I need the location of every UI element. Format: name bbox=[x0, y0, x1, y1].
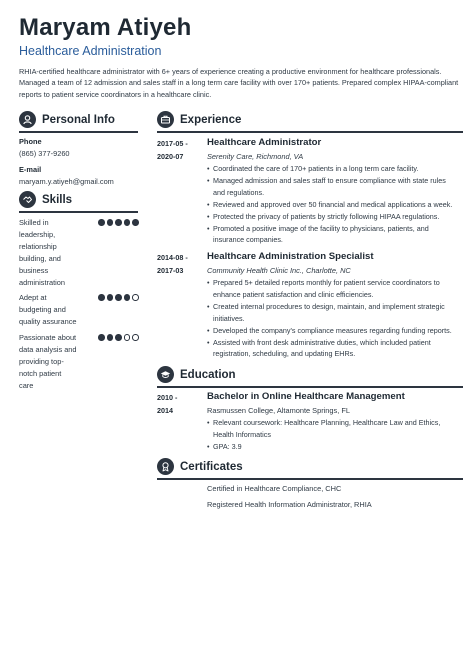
job-2-title: Healthcare Administration Specialist bbox=[207, 251, 374, 262]
education-date-start: 2010 - bbox=[157, 393, 178, 402]
rating-dot-filled bbox=[115, 294, 122, 301]
skill-1-label bbox=[19, 217, 87, 289]
email-label: E-mail bbox=[19, 165, 42, 174]
skill-3-rating bbox=[98, 334, 139, 341]
skill-label-line: notch patient bbox=[19, 369, 62, 378]
education-date-end: 2014 bbox=[157, 405, 173, 415]
job-2-date-end: 2017-03 bbox=[157, 265, 184, 275]
list-item-continued: insurance companies. bbox=[213, 235, 283, 245]
rating-dot-filled bbox=[115, 334, 122, 341]
rating-dot-filled bbox=[98, 219, 105, 226]
list-item-continued: initiatives. bbox=[213, 313, 245, 323]
briefcase-icon bbox=[157, 111, 174, 128]
certificates-heading bbox=[157, 458, 243, 475]
skill-label-line: building, and bbox=[19, 254, 61, 263]
list-item-continued: registration, scheduling, and updating EHRs. bbox=[213, 349, 356, 359]
list-item: • Managed admission and sales staff to ensure compliance with state rules bbox=[207, 175, 465, 187]
list-item: • Prepared 5+ detailed reports monthly for patient service coordinators to bbox=[207, 277, 465, 289]
person-icon bbox=[19, 111, 36, 128]
rating-dot-filled bbox=[124, 219, 131, 226]
list-item-continued: Health Informatics bbox=[213, 429, 271, 439]
skill-label-line: budgeting and bbox=[19, 305, 66, 314]
rating-dot-filled bbox=[107, 294, 114, 301]
certificates-title: Certificates bbox=[180, 460, 243, 473]
list-item: • Reviewed and approved over 50 financial and medical applications a week. bbox=[207, 199, 465, 211]
job-1-title: Healthcare Administrator bbox=[207, 137, 322, 148]
rating-dot-empty bbox=[132, 334, 139, 341]
rating-dot-empty bbox=[124, 334, 131, 341]
award-icon bbox=[157, 458, 174, 475]
job-1-date-end: 2020-07 bbox=[157, 151, 184, 161]
personal-info-title: Personal Info bbox=[42, 113, 115, 126]
job-1-dates bbox=[157, 138, 188, 163]
certificates-divider bbox=[157, 478, 463, 480]
experience-divider bbox=[157, 131, 463, 133]
job-2-date-start: 2014-08 - bbox=[157, 253, 188, 262]
skill-3-label bbox=[19, 332, 87, 392]
skill-label-line: quality assurance bbox=[19, 317, 77, 326]
skill-1-rating bbox=[98, 219, 139, 226]
rating-dot-filled bbox=[115, 219, 122, 226]
skill-2-rating bbox=[98, 294, 139, 301]
skill-label-line: relationship bbox=[19, 242, 57, 251]
skill-label-line: Passionate about bbox=[19, 333, 77, 342]
experience-title: Experience bbox=[180, 113, 242, 126]
graduation-cap-icon bbox=[157, 366, 174, 383]
list-item: • Developed the company's compliance measures regarding funding reports. bbox=[207, 325, 465, 337]
email-value: maryam.y.atiyeh@gmail.com bbox=[19, 177, 114, 186]
job-1-date-start: 2017-05 - bbox=[157, 139, 188, 148]
degree-title: Bachelor in Online Healthcare Management bbox=[207, 391, 405, 402]
skills-title: Skills bbox=[42, 193, 73, 206]
summary-paragraph: RHIA-certified healthcare administrator with 6+ years of experience creating a productive environment for healthcare professionals. Managed a team of 12 admission and sales staff in a long term care facility with over 170+ patients. Prepared complex HIPAA-compliant reports to patient service coordinators in a healthcare clinic. bbox=[19, 67, 459, 99]
phone-value: (865) 377-9260 bbox=[19, 149, 70, 158]
skill-label-line: leadership, bbox=[19, 230, 56, 239]
personal-info-divider bbox=[19, 131, 138, 133]
rating-dot-filled bbox=[107, 219, 114, 226]
list-item: • GPA: 3.9 bbox=[207, 441, 465, 453]
skill-2-label bbox=[19, 292, 87, 328]
education-heading bbox=[157, 366, 236, 383]
list-item-continued: and regulations. bbox=[213, 187, 265, 197]
job-1-org: Serenity Care, Richmond, VA bbox=[207, 152, 304, 161]
list-item: • Created internal procedures to design, maintain, and implement strategic bbox=[207, 301, 465, 313]
list-item: • Assisted with front desk administrative duties, which included patient bbox=[207, 337, 465, 349]
certificate-item: Registered Health Information Administrator, RHIA bbox=[207, 500, 372, 509]
school-name: Rasmussen College, Altamonte Springs, FL bbox=[207, 406, 350, 415]
skill-label-line: care bbox=[19, 381, 34, 390]
skill-label-line: administration bbox=[19, 278, 66, 287]
list-item: • Promoted a positive image of the facility to physicians, patients, and bbox=[207, 223, 465, 235]
rating-dot-filled bbox=[98, 334, 105, 341]
phone-label: Phone bbox=[19, 137, 42, 146]
skill-label-line: Skilled in bbox=[19, 218, 49, 227]
candidate-name: Maryam Atiyeh bbox=[19, 14, 192, 41]
education-divider bbox=[157, 386, 463, 388]
personal-info-heading bbox=[19, 111, 115, 128]
skill-label-line: business bbox=[19, 266, 49, 275]
job-1-bullets bbox=[207, 163, 465, 246]
education-bullets bbox=[207, 417, 465, 453]
job-2-bullets bbox=[207, 277, 465, 360]
education-title: Education bbox=[180, 368, 236, 381]
list-item-continued: enhance patient satisfaction and clinic efficiencies. bbox=[213, 289, 374, 299]
skills-divider bbox=[19, 211, 138, 213]
candidate-title: Healthcare Administration bbox=[19, 44, 162, 58]
rating-dot-filled bbox=[132, 219, 139, 226]
list-item: • Coordinated the care of 170+ patients in a long term care facility. bbox=[207, 163, 465, 175]
certificate-item: Certified in Healthcare Compliance, CHC bbox=[207, 484, 342, 493]
rating-dot-filled bbox=[124, 294, 131, 301]
job-2-org: Community Health Clinic Inc., Charlotte, NC bbox=[207, 266, 351, 275]
skill-label-line: Adept at bbox=[19, 293, 47, 302]
job-2-dates bbox=[157, 252, 188, 277]
skill-label-line: data analysis and bbox=[19, 345, 77, 354]
rating-dot-filled bbox=[107, 334, 114, 341]
experience-heading bbox=[157, 111, 241, 128]
education-dates bbox=[157, 392, 177, 417]
list-item: • Relevant coursework: Healthcare Planning, Healthcare Law and Ethics, bbox=[207, 417, 465, 429]
handshake-icon bbox=[19, 191, 36, 208]
skills-heading bbox=[19, 191, 72, 208]
rating-dot-filled bbox=[98, 294, 105, 301]
rating-dot-empty bbox=[132, 294, 139, 301]
list-item: • Protected the privacy of patients by strictly following HIPAA regulations. bbox=[207, 211, 465, 223]
skill-label-line: providing top- bbox=[19, 357, 64, 366]
